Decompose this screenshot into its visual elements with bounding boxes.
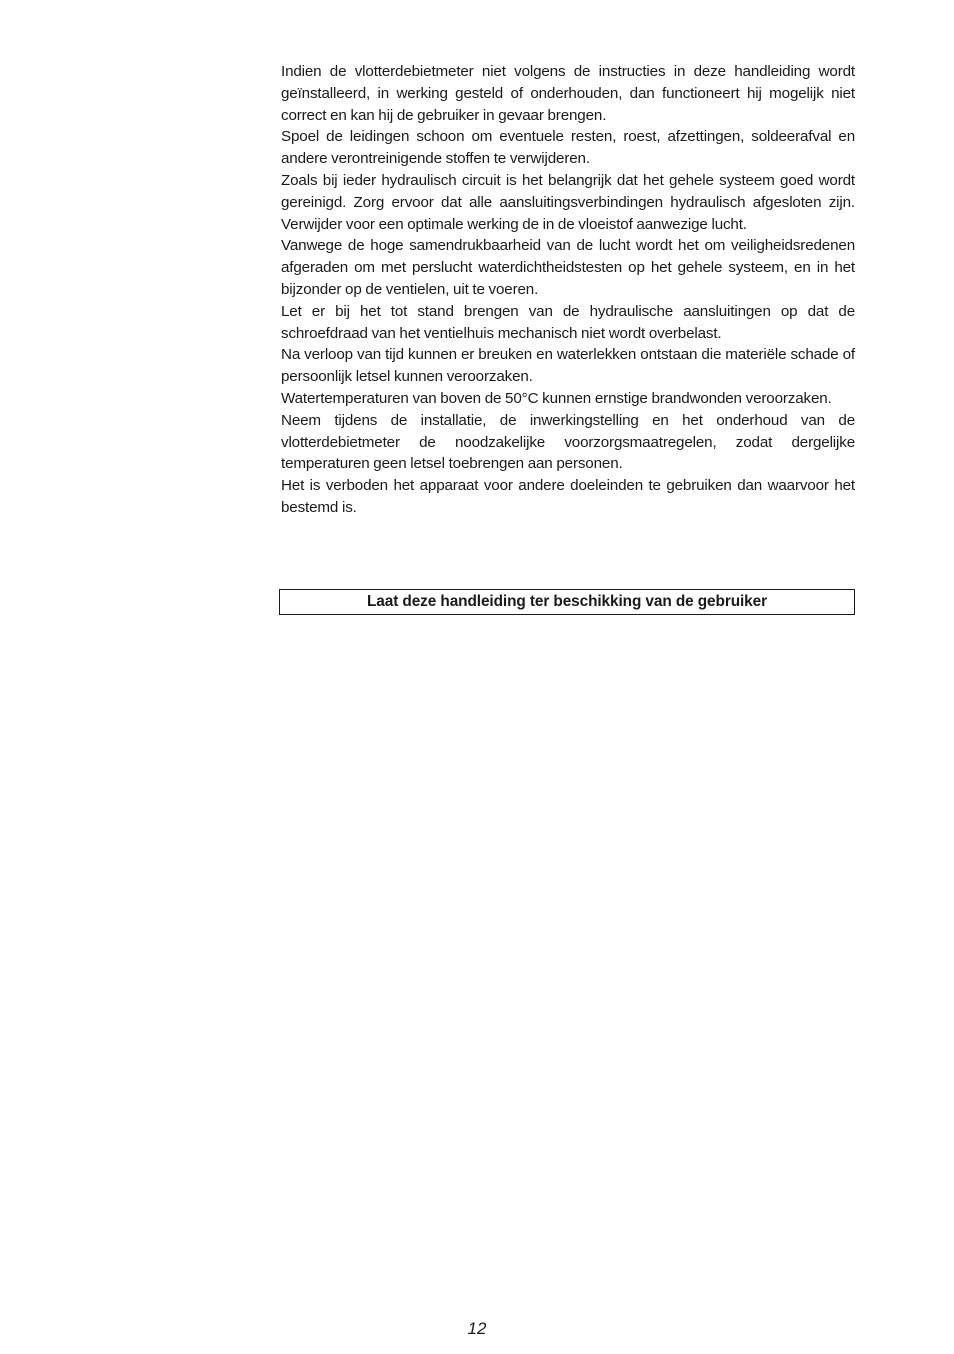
body-text [281, 61, 855, 519]
paragraph-leaks: Na verloop van tijd kunnen er breuken en waterlekken ontstaan die materiële schade of persoonlijk letsel kunnen veroorzaken. [281, 346, 855, 386]
paragraph-installation-warning: Indien de vlotterdebietmeter niet volgens de instructies in deze handleiding wordt geïnstalleerd, in werking gesteld of onderhouden, dan functioneert hij mogelijk niet correct en kan hij de gebruiker in gevaar brengen. [281, 63, 855, 124]
paragraph-flush-pipes: Spoel de leidingen schoon om eventuele resten, roest, afzettingen, soldeerafval en andere verontreinigende stoffen te verwijderen. [281, 128, 855, 168]
page-number: 12 [467, 1319, 487, 1338]
paragraph-intended-use: Het is verboden het apparaat voor andere doeleinden te gebruiken dan waarvoor het bestemd is. [281, 477, 855, 516]
paragraph-compressed-air: Vanwege de hoge samendrukbaarheid van de lucht wordt het om veiligheidsredenen afgeraden om met perslucht waterdichtheidstesten op het gehele systeem, en in het bijzonder op de ventielen, uit te voeren. [281, 237, 855, 298]
paragraph-thread-load: Let er bij het tot stand brengen van de hydraulische aansluitingen op dat de schroefdraad van het ventielhuis mechanisch niet wordt overbelast. [281, 302, 855, 342]
notice-text: Laat deze handleiding ter beschikking van de gebruiker [367, 593, 767, 610]
notice-box [279, 589, 855, 615]
paragraph-precautions: Neem tijdens de installatie, de inwerkingstelling en het onderhoud van de vlotterdebietmeter de noodzakelijke voorzorgsmaatregelen, zodat dergelijke temperaturen geen letsel toebrengen aan personen. [281, 411, 855, 473]
paragraph-clean-system: Zoals bij ieder hydraulisch circuit is het belangrijk dat het gehele systeem goed wordt gereinigd. Zorg ervoor dat alle aansluitingsverbindingen hydraulisch afgesloten zijn. Verwijder voor een optimale werking de in de vloeistof aanwezige lucht. [281, 171, 855, 233]
paragraph-temperature: Watertemperaturen van boven de 50°C kunnen ernstige brandwonden veroorzaken. [281, 389, 832, 407]
